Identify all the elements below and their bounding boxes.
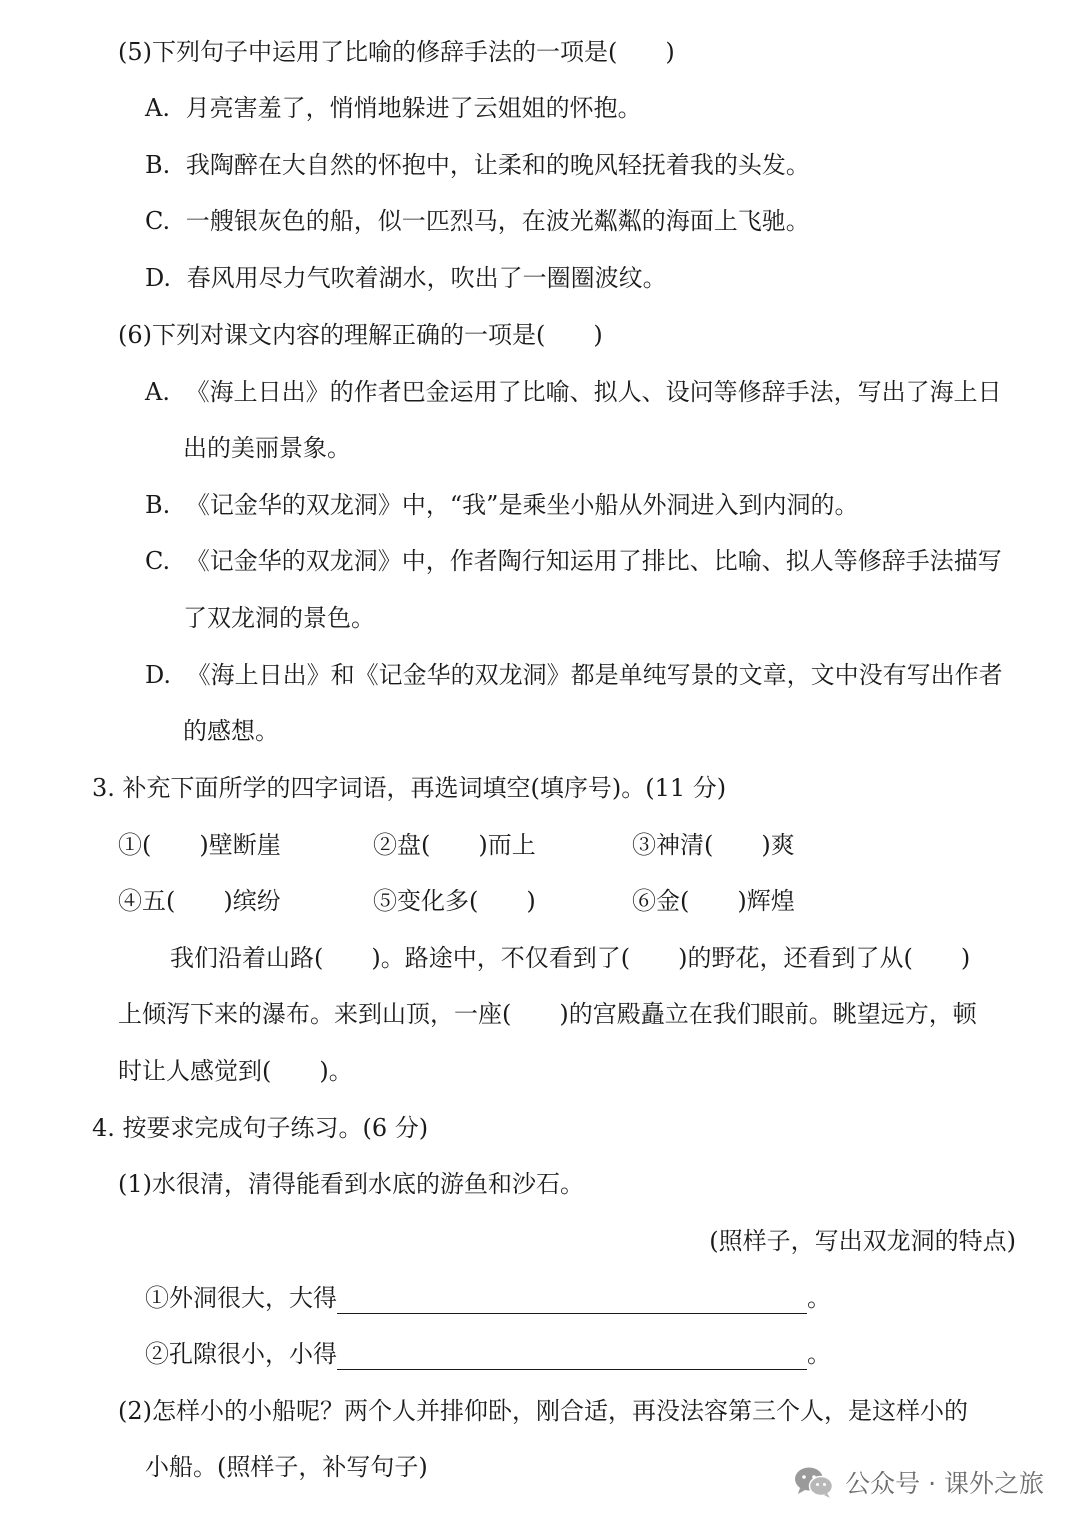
section-3-title: 3. 补充下面所学的四字词语，再选词填空(填序号)。(11 分) bbox=[92, 774, 727, 802]
idiom-item: ③神清( )爽 bbox=[632, 831, 795, 859]
option-letter: C. bbox=[145, 207, 171, 235]
option-text: 月亮害羞了，悄悄地躲进了云姐姐的怀抱。 bbox=[185, 94, 642, 122]
option-letter: B. bbox=[145, 491, 171, 519]
answer-prefix: ②孔隙很小，小得 bbox=[145, 1340, 337, 1368]
watermark bbox=[793, 1462, 1044, 1502]
fill-paragraph-line: 我们沿着山路( )。路途中，不仅看到了( )的野花，还看到了从( ) bbox=[170, 944, 971, 972]
option-text: 《记金华的双龙洞》中，作者陶行知运用了排比、比喻、拟人等修辞手法描写 bbox=[185, 547, 1002, 575]
idiom-item: ①( )壁断崖 bbox=[118, 831, 281, 859]
q6-option-d bbox=[145, 659, 1003, 691]
s4-q1-hint: (照样子，写出双龙洞的特点) bbox=[709, 1227, 1016, 1255]
option-text: 一艘银灰色的船，似一匹烈马，在波光粼粼的海面上飞驰。 bbox=[185, 207, 810, 235]
q6-option-c-cont: 了双龙洞的景色。 bbox=[183, 604, 375, 632]
answer-blank-line[interactable] bbox=[337, 1287, 807, 1314]
wechat-icon bbox=[793, 1465, 835, 1499]
q6-stem: (6)下列对课文内容的理解正确的一项是( ) bbox=[118, 321, 603, 349]
fill-paragraph-line: 时让人感觉到( )。 bbox=[118, 1057, 353, 1085]
option-text: 《海上日出》的作者巴金运用了比喻、拟人、设问等修辞手法，写出了海上日 bbox=[185, 378, 1002, 406]
idiom-item: ④五( )缤纷 bbox=[118, 887, 281, 915]
q6-option-a-cont: 出的美丽景象。 bbox=[183, 434, 351, 462]
answer-suffix: 。 bbox=[807, 1340, 831, 1368]
option-letter: D. bbox=[145, 264, 172, 292]
option-letter: D. bbox=[145, 661, 172, 689]
option-text: 《海上日出》和《记金华的双龙洞》都是单纯写景的文章，文中没有写出作者 bbox=[186, 661, 1003, 689]
option-text: 《记金华的双龙洞》中，“我”是乘坐小船从外洞进入到内洞的。 bbox=[185, 491, 859, 519]
idiom-item: ②盘( )而上 bbox=[373, 831, 536, 859]
option-letter: A. bbox=[145, 94, 170, 122]
q6-option-b bbox=[145, 489, 858, 521]
q5-option-b bbox=[145, 149, 810, 181]
answer-prefix: ①外洞很大，大得 bbox=[145, 1284, 337, 1312]
option-letter: A. bbox=[145, 378, 170, 406]
q6-option-a bbox=[145, 376, 1002, 408]
answer-blank-line[interactable] bbox=[337, 1343, 807, 1370]
s4-q2-stem: (2)怎样小的小船呢？两个人并排仰卧，刚合适，再没法容第三个人，是这样小的 bbox=[118, 1397, 968, 1425]
fill-paragraph-line: 上倾泻下来的瀑布。来到山顶，一座( )的宫殿矗立在我们眼前。眺望远方，顿 bbox=[118, 1000, 977, 1028]
option-letter: C. bbox=[145, 547, 171, 575]
section-4-title: 4. 按要求完成句子练习。(6 分) bbox=[92, 1114, 429, 1142]
answer-suffix: 。 bbox=[807, 1284, 831, 1312]
q6-option-c bbox=[145, 545, 1002, 577]
q5-option-a bbox=[145, 92, 642, 124]
option-letter: B. bbox=[145, 151, 171, 179]
q5-option-c bbox=[145, 205, 810, 237]
s4-q1-answer-1 bbox=[145, 1282, 831, 1314]
s4-q1-answer-2 bbox=[145, 1338, 831, 1370]
s4-q2-stem-cont: 小船。(照样子，补写句子) bbox=[145, 1453, 428, 1481]
q6-option-d-cont: 的感想。 bbox=[183, 717, 279, 745]
idiom-item: ⑤变化多( ) bbox=[373, 887, 536, 915]
idiom-item: ⑥金( )辉煌 bbox=[632, 887, 795, 915]
option-text: 我陶醉在大自然的怀抱中，让柔和的晚风轻抚着我的头发。 bbox=[185, 151, 810, 179]
watermark-text: 公众号 · 课外之旅 bbox=[845, 1469, 1044, 1498]
s4-q1-stem: (1)水很清，清得能看到水底的游鱼和沙石。 bbox=[118, 1170, 584, 1198]
q5-stem: (5)下列句子中运用了比喻的修辞手法的一项是( ) bbox=[118, 38, 675, 66]
option-text: 春风用尽力气吹着湖水，吹出了一圈圈波纹。 bbox=[186, 264, 667, 292]
q5-option-d bbox=[145, 262, 667, 294]
